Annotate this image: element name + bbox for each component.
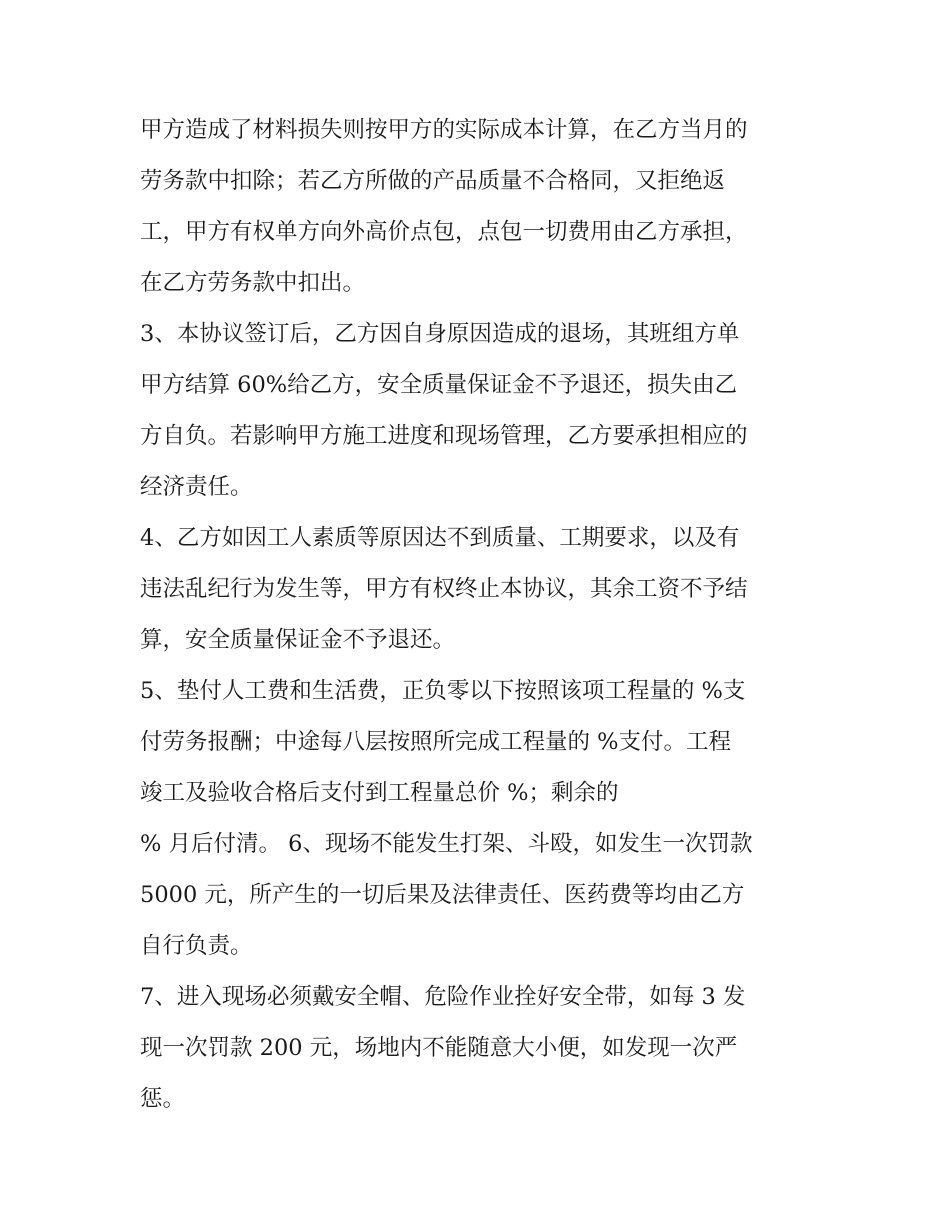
text-line: 经济责任。 bbox=[140, 474, 253, 500]
text-line: 违法乱纪行为发生等，甲方有权终止本协议，其余工资不予结 bbox=[140, 576, 748, 602]
text-line: 工，甲方有权单方向外高价点包，点包一切费用由乙方承担， bbox=[140, 219, 748, 245]
text-line: 竣工及验收合格后支付到工程量总价 %；剩余的 bbox=[140, 780, 619, 806]
text-line: 现一次罚款 200 元，场地内不能随意大小便，如发现一次严 bbox=[140, 1035, 738, 1061]
text-line: 惩。 bbox=[140, 1086, 186, 1112]
text-line: 甲方结算 60%给乙方，安全质量保证金不予退还，损失由乙 bbox=[140, 372, 738, 398]
clause-3-line: 3、本协议签订后，乙方因自身原因造成的退场，其班组方单 bbox=[140, 321, 740, 347]
clause-5-line: 5、垫付人工费和生活费，正负零以下按照该项工程量的 %支 bbox=[140, 678, 746, 704]
text-line: 劳务款中扣除；若乙方所做的产品质量不合格同，又拒绝返 bbox=[140, 168, 726, 194]
clause-4-line: 4、乙方如因工人素质等原因达不到质量、工期要求，以及有 bbox=[140, 525, 740, 551]
text-line: 方自负。若影响甲方施工进度和现场管理，乙方要承担相应的 bbox=[140, 423, 748, 449]
text-line: 付劳务报酬；中途每八层按照所完成工程量的 %支付。工程 bbox=[140, 729, 732, 755]
text-line: 5000 元，所产生的一切后果及法律责任、医药费等均由乙方 bbox=[140, 882, 745, 908]
text-line: 自行负责。 bbox=[140, 933, 253, 959]
contract-text bbox=[140, 105, 820, 1125]
text-line: 甲方造成了材料损失则按甲方的实际成本计算，在乙方当月的 bbox=[140, 117, 748, 143]
clause-7-line: 7、进入现场必须戴安全帽、危险作业拴好安全带，如每 3 发 bbox=[140, 984, 746, 1010]
clause-6-line: % 月后付清。 6、现场不能发生打架、斗殴，如发生一次罚款 bbox=[140, 831, 753, 857]
text-line: 算，安全质量保证金不予退还。 bbox=[140, 627, 456, 653]
text-line: 在乙方劳务款中扣出。 bbox=[140, 270, 366, 296]
